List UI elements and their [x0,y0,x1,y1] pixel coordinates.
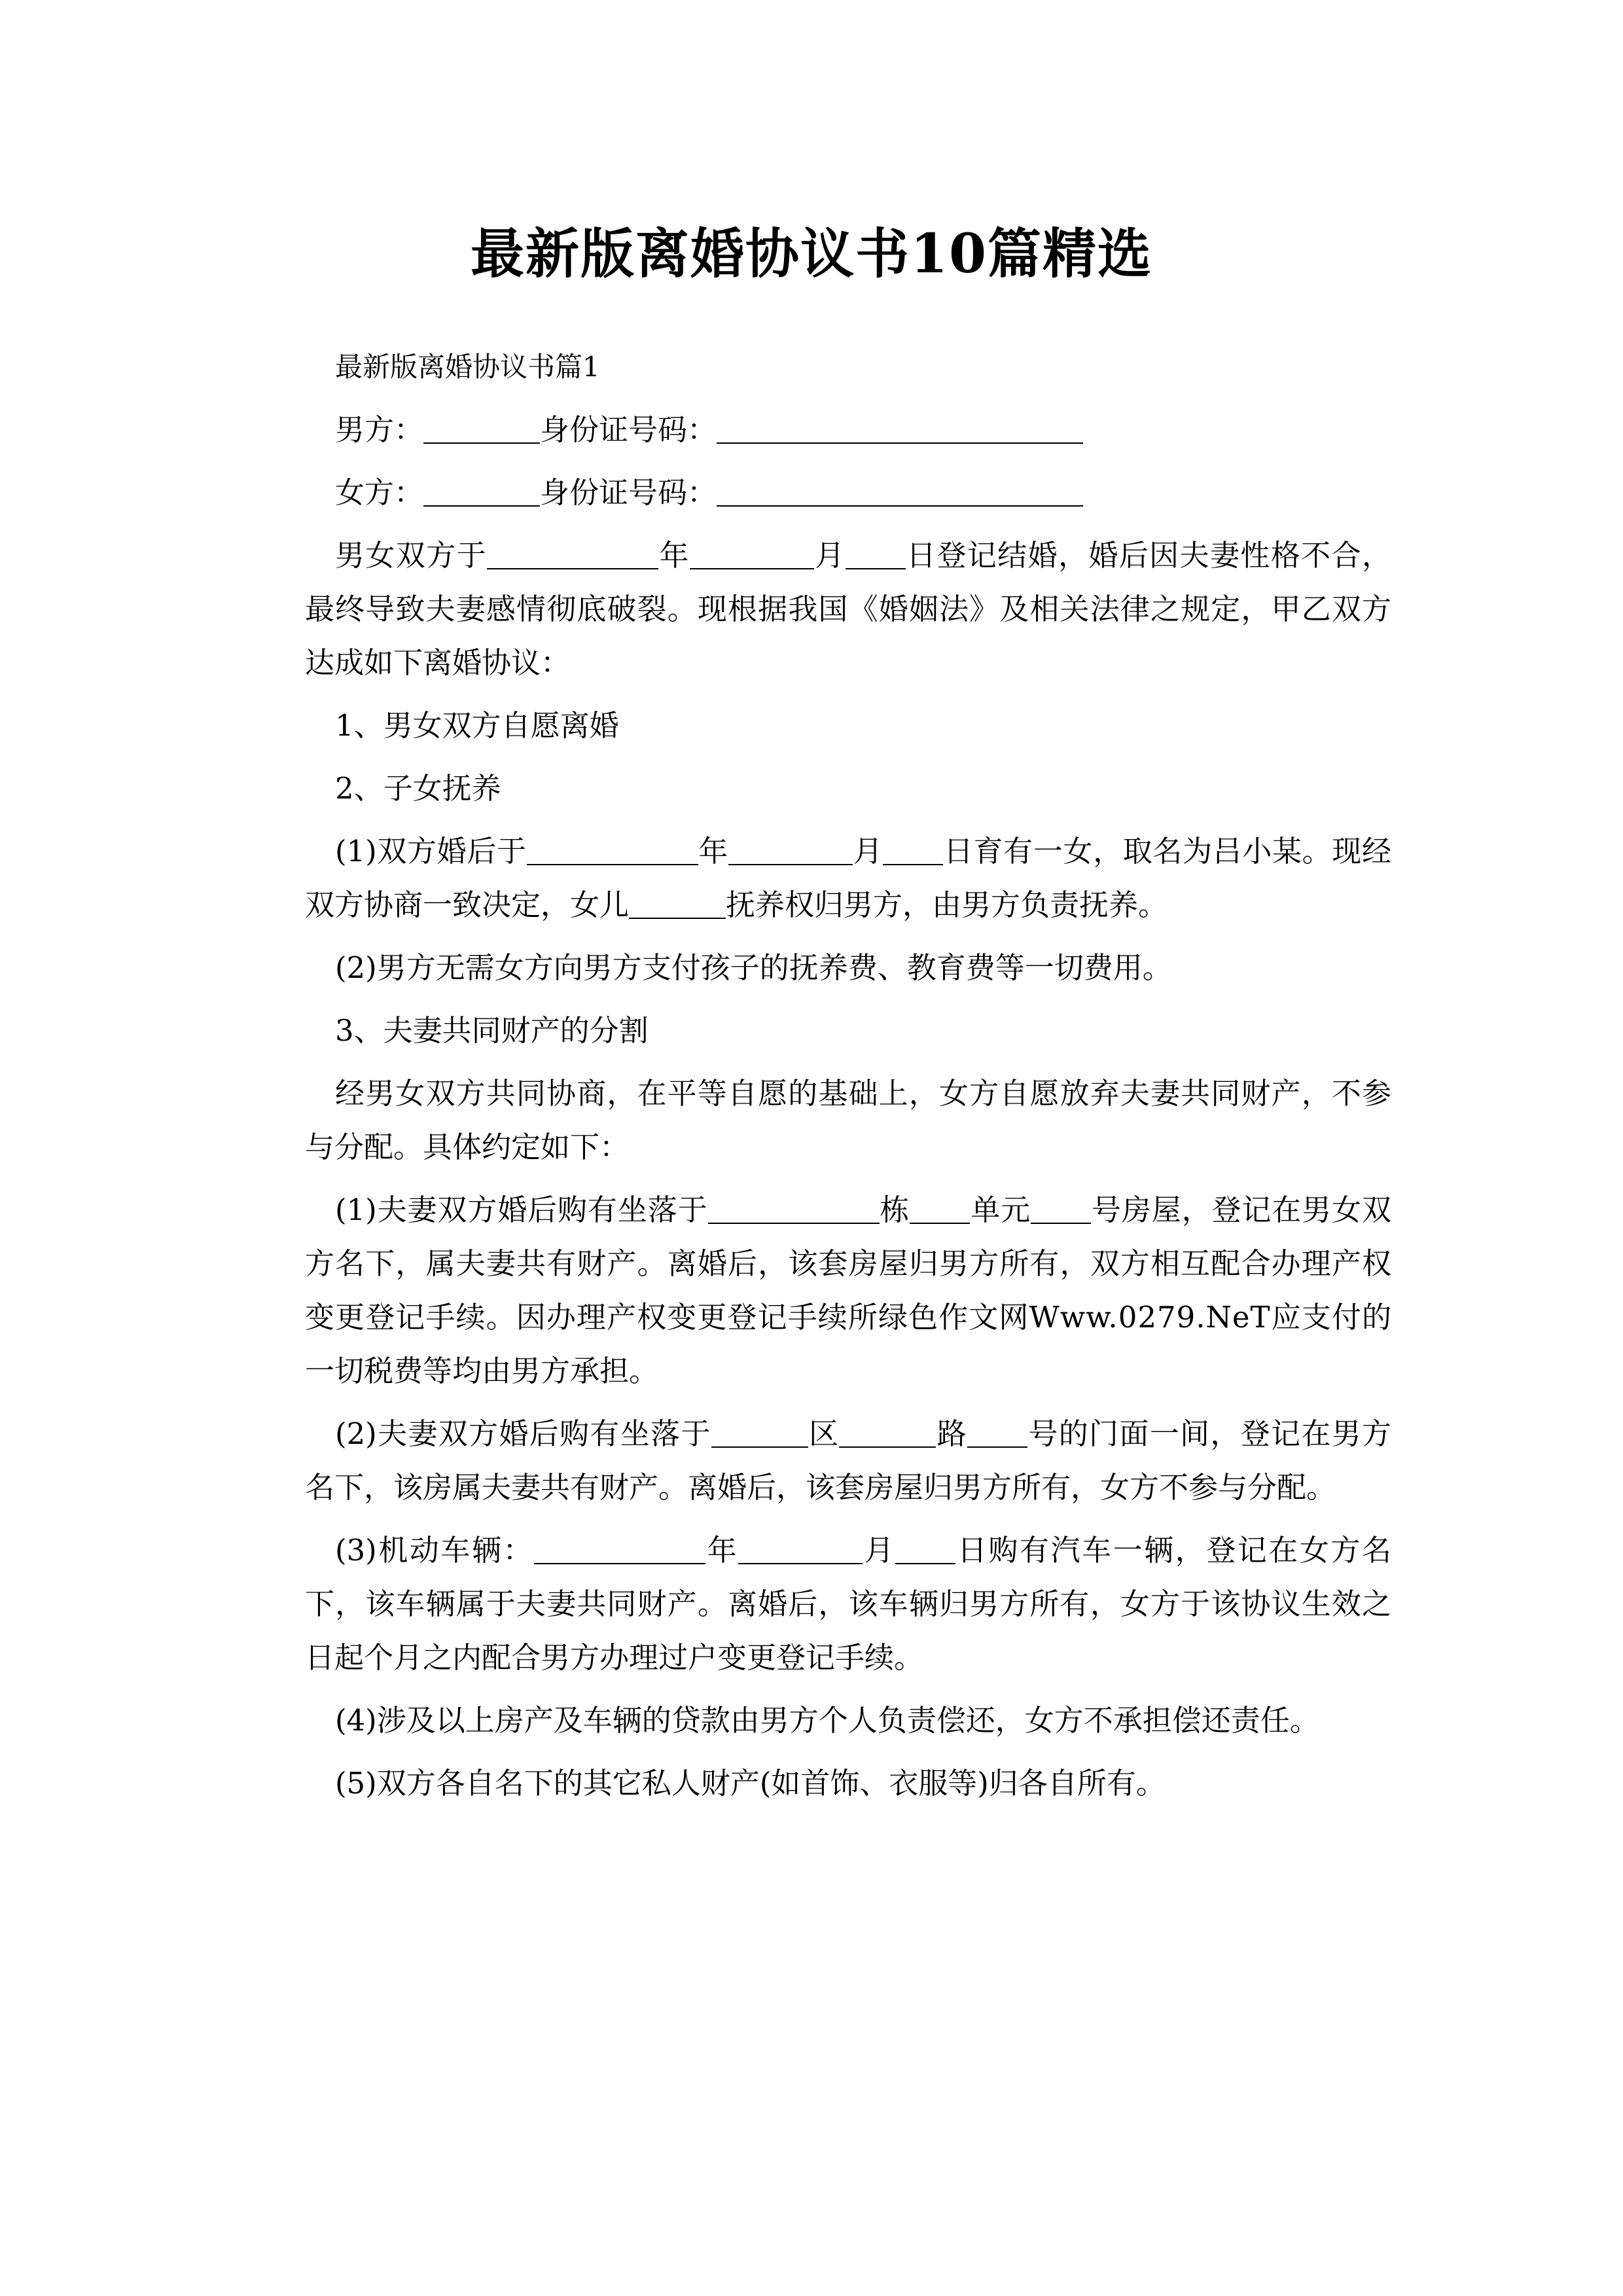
party-female-input[interactable] [423,483,540,507]
building-unit-label: 栋 [879,1193,910,1227]
clause-3-1-prefix: (1)夫妻双方婚后购有坐落于 [335,1193,708,1227]
party-male-input[interactable] [423,420,540,444]
clause-2-2: (2)男方无需女方向男方支付孩子的抚养费、教育费等一切费用。 [335,950,1172,985]
child-birth-month-input[interactable] [728,842,853,865]
vehicle-month-input[interactable] [738,1541,863,1564]
child-custody-input[interactable] [629,895,726,919]
road-label: 路 [936,1416,968,1451]
clause-2-1 [305,825,1391,932]
district-label: 区 [808,1416,840,1451]
marriage-month-input[interactable] [690,546,814,569]
month-unit-label: 月 [852,834,883,869]
party-male-id-input[interactable] [717,420,1083,444]
watermark-site-text: Www.0279.NeT [1029,1300,1271,1335]
clause-2-1-suffix: 抚养权归男方，由男方负责抚养。 [726,888,1168,922]
clause-3-2-prefix: (2)夫妻双方婚后购有坐落于 [335,1416,711,1451]
party-female-label: 女方： [335,475,424,510]
clause-2-1-mid: 日育有一女，取名为吕小某。现经双方协商一致决定，女儿 [305,834,1391,922]
party-female-id-input[interactable] [717,483,1083,507]
clause-3-5: (5)双方各自名下的其它私人财产(如首饰、衣服等)归各自所有。 [335,1766,1166,1801]
party-male-line [305,403,1391,457]
marriage-date-prefix: 男女双方于 [335,538,487,573]
house-unit-input[interactable] [1031,1200,1091,1224]
clause-3-4: (4)涉及以上房产及车辆的贷款由男方个人负责偿还，女方不承担偿还责任。 [335,1703,1319,1738]
clause-1: 1、男女双方自愿离婚 [335,708,619,743]
marriage-body-text: 日登记结婚，婚后因夫妻性格不合，最终导致夫妻感情彻底破裂。现根据我国《婚姻法》及相关法律之规定，甲乙双方达成如下离婚协议： [305,538,1391,680]
month-unit-label: 月 [813,538,846,573]
clause-3: 3、夫妻共同财产的分割 [335,1013,649,1048]
month-unit-label: 月 [863,1533,896,1568]
section-heading: 最新版离婚协议书篇1 [335,351,600,383]
clause-3-2-suffix: 号的门面一间，登记在男方名下，该房属夫妻共有财产。离婚后，该套房屋归男方所有，女方不参与分配。 [305,1416,1391,1505]
house-building-input[interactable] [910,1200,970,1224]
vehicle-day-input[interactable] [895,1541,955,1564]
document-body [305,340,1391,1820]
clause-3-1 [305,1183,1391,1398]
clause-3-1-mid: 号房屋，登记在男女双方名下，属夫妻共有财产。离婚后，该套房屋归男方所有，双方相互配合办理产权变更登记手续。因办理产权变更登记手续所绿色作文网 [305,1193,1391,1335]
page-title: 最新版离婚协议书10篇精选 [470,222,1153,285]
party-male-label: 男方： [335,412,424,447]
party-female-line [305,466,1391,520]
party-female-id-label: 身份证号码： [540,475,717,510]
house-address-input[interactable] [708,1200,880,1224]
unit-label: 单元 [970,1193,1031,1227]
shop-district-input[interactable] [711,1424,808,1448]
child-birth-day-input[interactable] [883,842,943,865]
shop-road-input[interactable] [839,1424,936,1448]
clause-2: 2、子女抚养 [335,771,501,806]
party-male-id-label: 身份证号码： [540,412,717,447]
clause-2-1-prefix: (1)双方婚后于 [335,834,527,869]
year-unit-label: 年 [698,834,728,869]
marriage-day-input[interactable] [846,546,906,569]
child-birth-year-input[interactable] [527,842,698,865]
year-unit-label: 年 [705,1533,739,1568]
marriage-registration-paragraph [305,529,1391,690]
clause-3-2 [305,1407,1391,1515]
clause-3-3 [305,1524,1391,1685]
year-unit-label: 年 [658,538,690,573]
clause-3-intro: 经男女双方共同协商，在平等自愿的基础上，女方自愿放弃夫妻共同财产，不参与分配。具体约定如下： [305,1076,1391,1164]
clause-3-3-suffix: 日购有汽车一辆，登记在女方名下，该车辆属于夫妻共同财产。离婚后，该车辆归男方所有，女方于该协议生效之日起个月之内配合男方办理过户变更登记手续。 [305,1533,1391,1675]
marriage-year-input[interactable] [487,546,658,569]
clause-3-3-prefix: (3)机动车辆： [335,1533,535,1568]
shop-number-input[interactable] [967,1424,1027,1448]
vehicle-year-input[interactable] [534,1541,705,1564]
clause-3-1-suffix: 应支付的一切税费等均由男方承担。 [305,1300,1391,1388]
